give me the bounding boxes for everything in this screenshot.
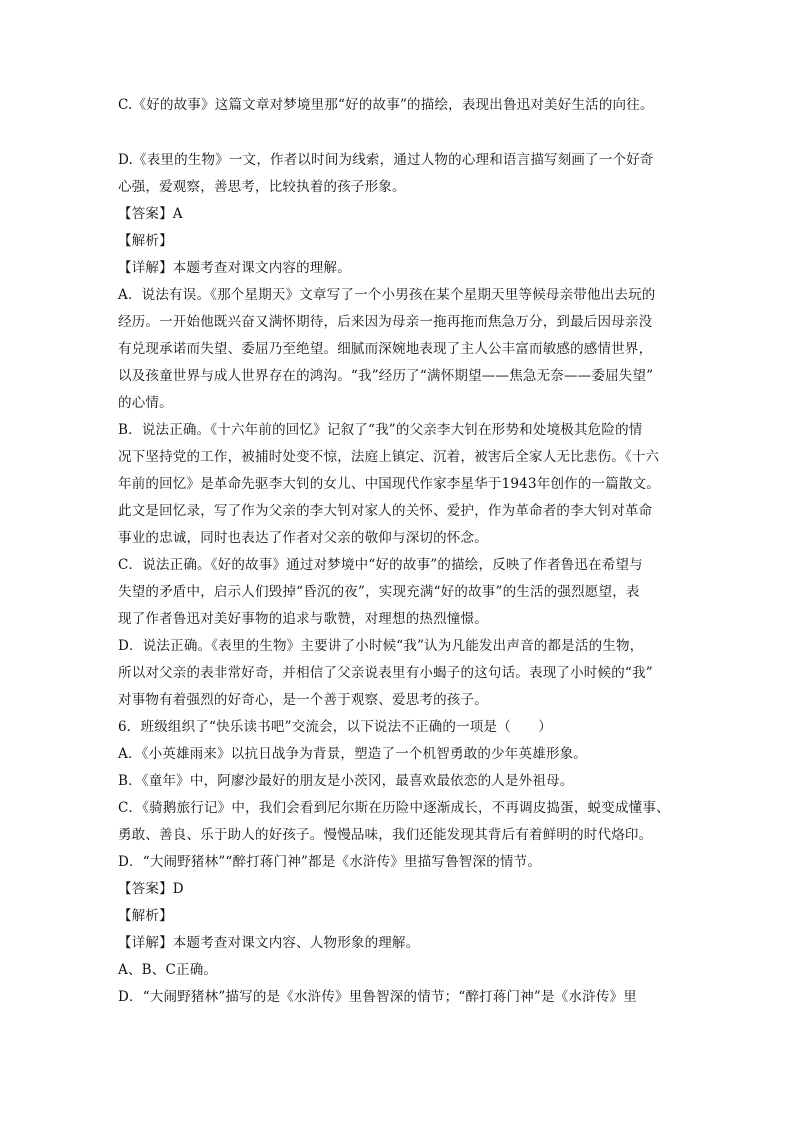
explain-c-line-3: 现了作者鲁迅对美好事物的追求与歌赞，对理想的热烈憧憬。 xyxy=(118,611,488,627)
answer-label-2: 【答案】D xyxy=(118,881,184,897)
explain-a-line-3: 有兑现承诺而失望、委屈乃至绝望。细腻而深婉地表现了主人公丰富而敏感的感情世界， xyxy=(118,341,653,357)
explain-b-line-1: B．说法正确。《十六年前的回忆》记叙了“我”的父亲李大钊在形势和处境极其危险的情 xyxy=(118,422,643,438)
option-d-line-1: D.《表里的生物》一文，作者以时间为线索，通过人物的心理和语言描写刻画了一个好奇 xyxy=(118,152,654,168)
answer-label-1: 【答案】A xyxy=(118,206,183,222)
question-6-option-c-1: C．《骑鹅旅行记》中，我们会看到尼尔斯在历险中逐渐成长，不再调皮捣蛋，蜕变成懂事、 xyxy=(118,800,670,816)
question-6-option-a: A．《小英雄雨来》以抗日战争为背景，塑造了一个机智勇敢的少年英雄形象。 xyxy=(118,746,587,762)
explain-a-line-1: A．说法有误。《那个星期天》文章写了一个小男孩在某个星期天里等候母亲带他出去玩的 xyxy=(118,287,656,303)
explain-b-line-4: 此文是回忆录，写了作为父亲的李大钊对家人的关怀、爱护，作为革命者的李大钊对革命 xyxy=(118,503,653,519)
explain-a-line-4: 以及孩童世界与成人世界存在的鸿沟。“我”经历了“满怀期望——焦急无奈——委屈失望” xyxy=(118,368,654,384)
explain-b-line-3: 年前的回忆》是革命先驱李大钊的女儿、中国现代作家李星华于1943年创作的一篇散文。 xyxy=(118,476,661,492)
explain-d-final: D．“大闹野猪林”描写的是《水浒传》里鲁智深的情节；“醉打蒋门神”是《水浒传》里 xyxy=(118,989,637,1005)
option-d-line-2: 心强，爱观察，善思考，比较执着的孩子形象。 xyxy=(118,179,406,195)
question-6-option-c-2: 勇敢、善良、乐于助人的好孩子。慢慢品味，我们还能发现其背后有着鲜明的时代烙印。 xyxy=(118,827,653,843)
explain-a-line-2: 经历。一开始他既兴奋又满怀期待，后来因为母亲一拖再拖而焦急万分，到最后因母亲没 xyxy=(118,314,653,330)
explain-abc: A、B、C正确。 xyxy=(118,962,218,978)
explain-d-line-3: 对事物有着强烈的好奇心，是一个善于观察、爱思考的孩子。 xyxy=(118,692,488,708)
explain-b-line-2: 况下坚持党的工作，被捕时处变不惊，法庭上镇定、沉着，被害后全家人无比悲伤。《十六 xyxy=(118,449,660,465)
explain-d-line-1: D．说法正确。《表里的生物》主要讲了小时候“我”认为凡能发出声音的都是活的生物， xyxy=(118,638,644,654)
detail-label-1: 【详解】本题考查对课文内容的理解。 xyxy=(118,260,351,276)
question-6-option-d: D．“大闹野猪林”“醉打蒋门神”都是《水浒传》里描写鲁智深的情节。 xyxy=(118,854,542,870)
option-c-line: C.《好的故事》这篇文章对梦境里那“好的故事”的描绘，表现出鲁迅对美好生活的向往。 xyxy=(118,97,654,113)
explain-d-line-2: 所以对父亲的表非常好奇，并相信了父亲说表里有小蝎子的这句话。表现了小时候的“我” xyxy=(118,665,653,681)
analysis-label-1: 【解析】 xyxy=(118,233,173,249)
explain-b-line-5: 事业的忠诚，同时也表达了作者对父亲的敬仰与深切的怀念。 xyxy=(118,530,488,546)
detail-label-2: 【详解】本题考查对课文内容、人物形象的理解。 xyxy=(118,935,420,951)
question-6-stem: 6．班级组织了“快乐读书吧”交流会，以下说法不正确的一项是（ ） xyxy=(118,719,552,735)
analysis-label-2: 【解析】 xyxy=(118,908,173,924)
question-6-option-b: B．《童年》中，阿廖沙最好的朋友是小茨冈，最喜欢最依恋的人是外祖母。 xyxy=(118,773,574,789)
explain-a-line-5: 的心情。 xyxy=(118,395,173,411)
explain-c-line-1: C．说法正确。《好的故事》通过对梦境中“好的故事”的描绘，反映了作者鲁迅在希望与 xyxy=(118,557,643,573)
explain-c-line-2: 失望的矛盾中，启示人们毁掉“昏沉的夜”，实现充满“好的故事”的生活的强烈愿望，表 xyxy=(118,584,640,600)
